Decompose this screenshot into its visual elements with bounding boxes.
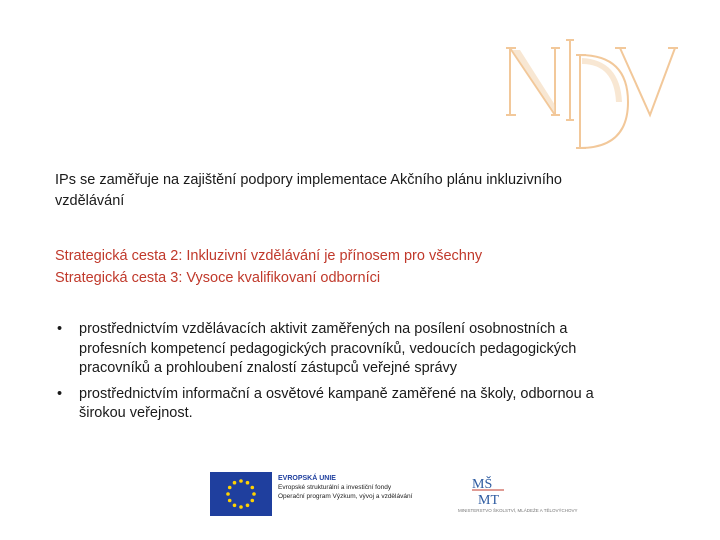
strategy-line-2: Strategická cesta 2: Inkluzivní vzdělávání je přínosem pro všechny [55,248,483,264]
eu-title: EVROPSKÁ UNIE [278,475,336,482]
svg-text:MT: MT [478,493,499,508]
bullet-text: prostřednictvím vzdělávacích aktivit zaměřených na posílení osobnostních a profesních kompetencí pedagogických pracovníků, vedoucích pedagogických pracovníků a prohloubení znalostí zástupců veřejné správy [79,321,577,376]
bullet-text: prostřednictvím informační a osvětové kampaně zaměřené na školy, odbornou a širokou veřejnost. [79,385,594,421]
strategies-list [55,245,615,289]
msmt-logo [458,472,578,518]
bullet-item [55,385,615,424]
eu-flag-icon [210,472,272,516]
intro-paragraph: IPs se zaměřuje na zajištění podpory implementace Akčního plánu inkluzivního vzdělávání [55,172,562,209]
msmt-caption: MINISTERSTVO ŠKOLSTVÍ, MLÁDEŽE A TĚLOVÝCHOVY [458,508,578,513]
msmt-logo-icon [458,472,520,508]
eu-line-2: Operační program Výzkum, vývoj a vzdělávání [278,493,413,500]
eu-program-text [278,474,443,501]
bullet-icon: • [57,321,63,337]
intro-text [55,170,575,212]
nidv-logo [500,20,680,155]
strategy-line-3: Strategická cesta 3: Vysoce kvalifikovaní odborníci [55,270,381,286]
svg-text:MŠ: MŠ [472,477,493,492]
eu-line-1: Evropské strukturální a investiční fondy [278,484,392,491]
footer-logos [210,472,578,520]
bullet-icon: • [57,385,63,402]
bullet-item [55,320,615,379]
bullet-list [55,320,615,430]
